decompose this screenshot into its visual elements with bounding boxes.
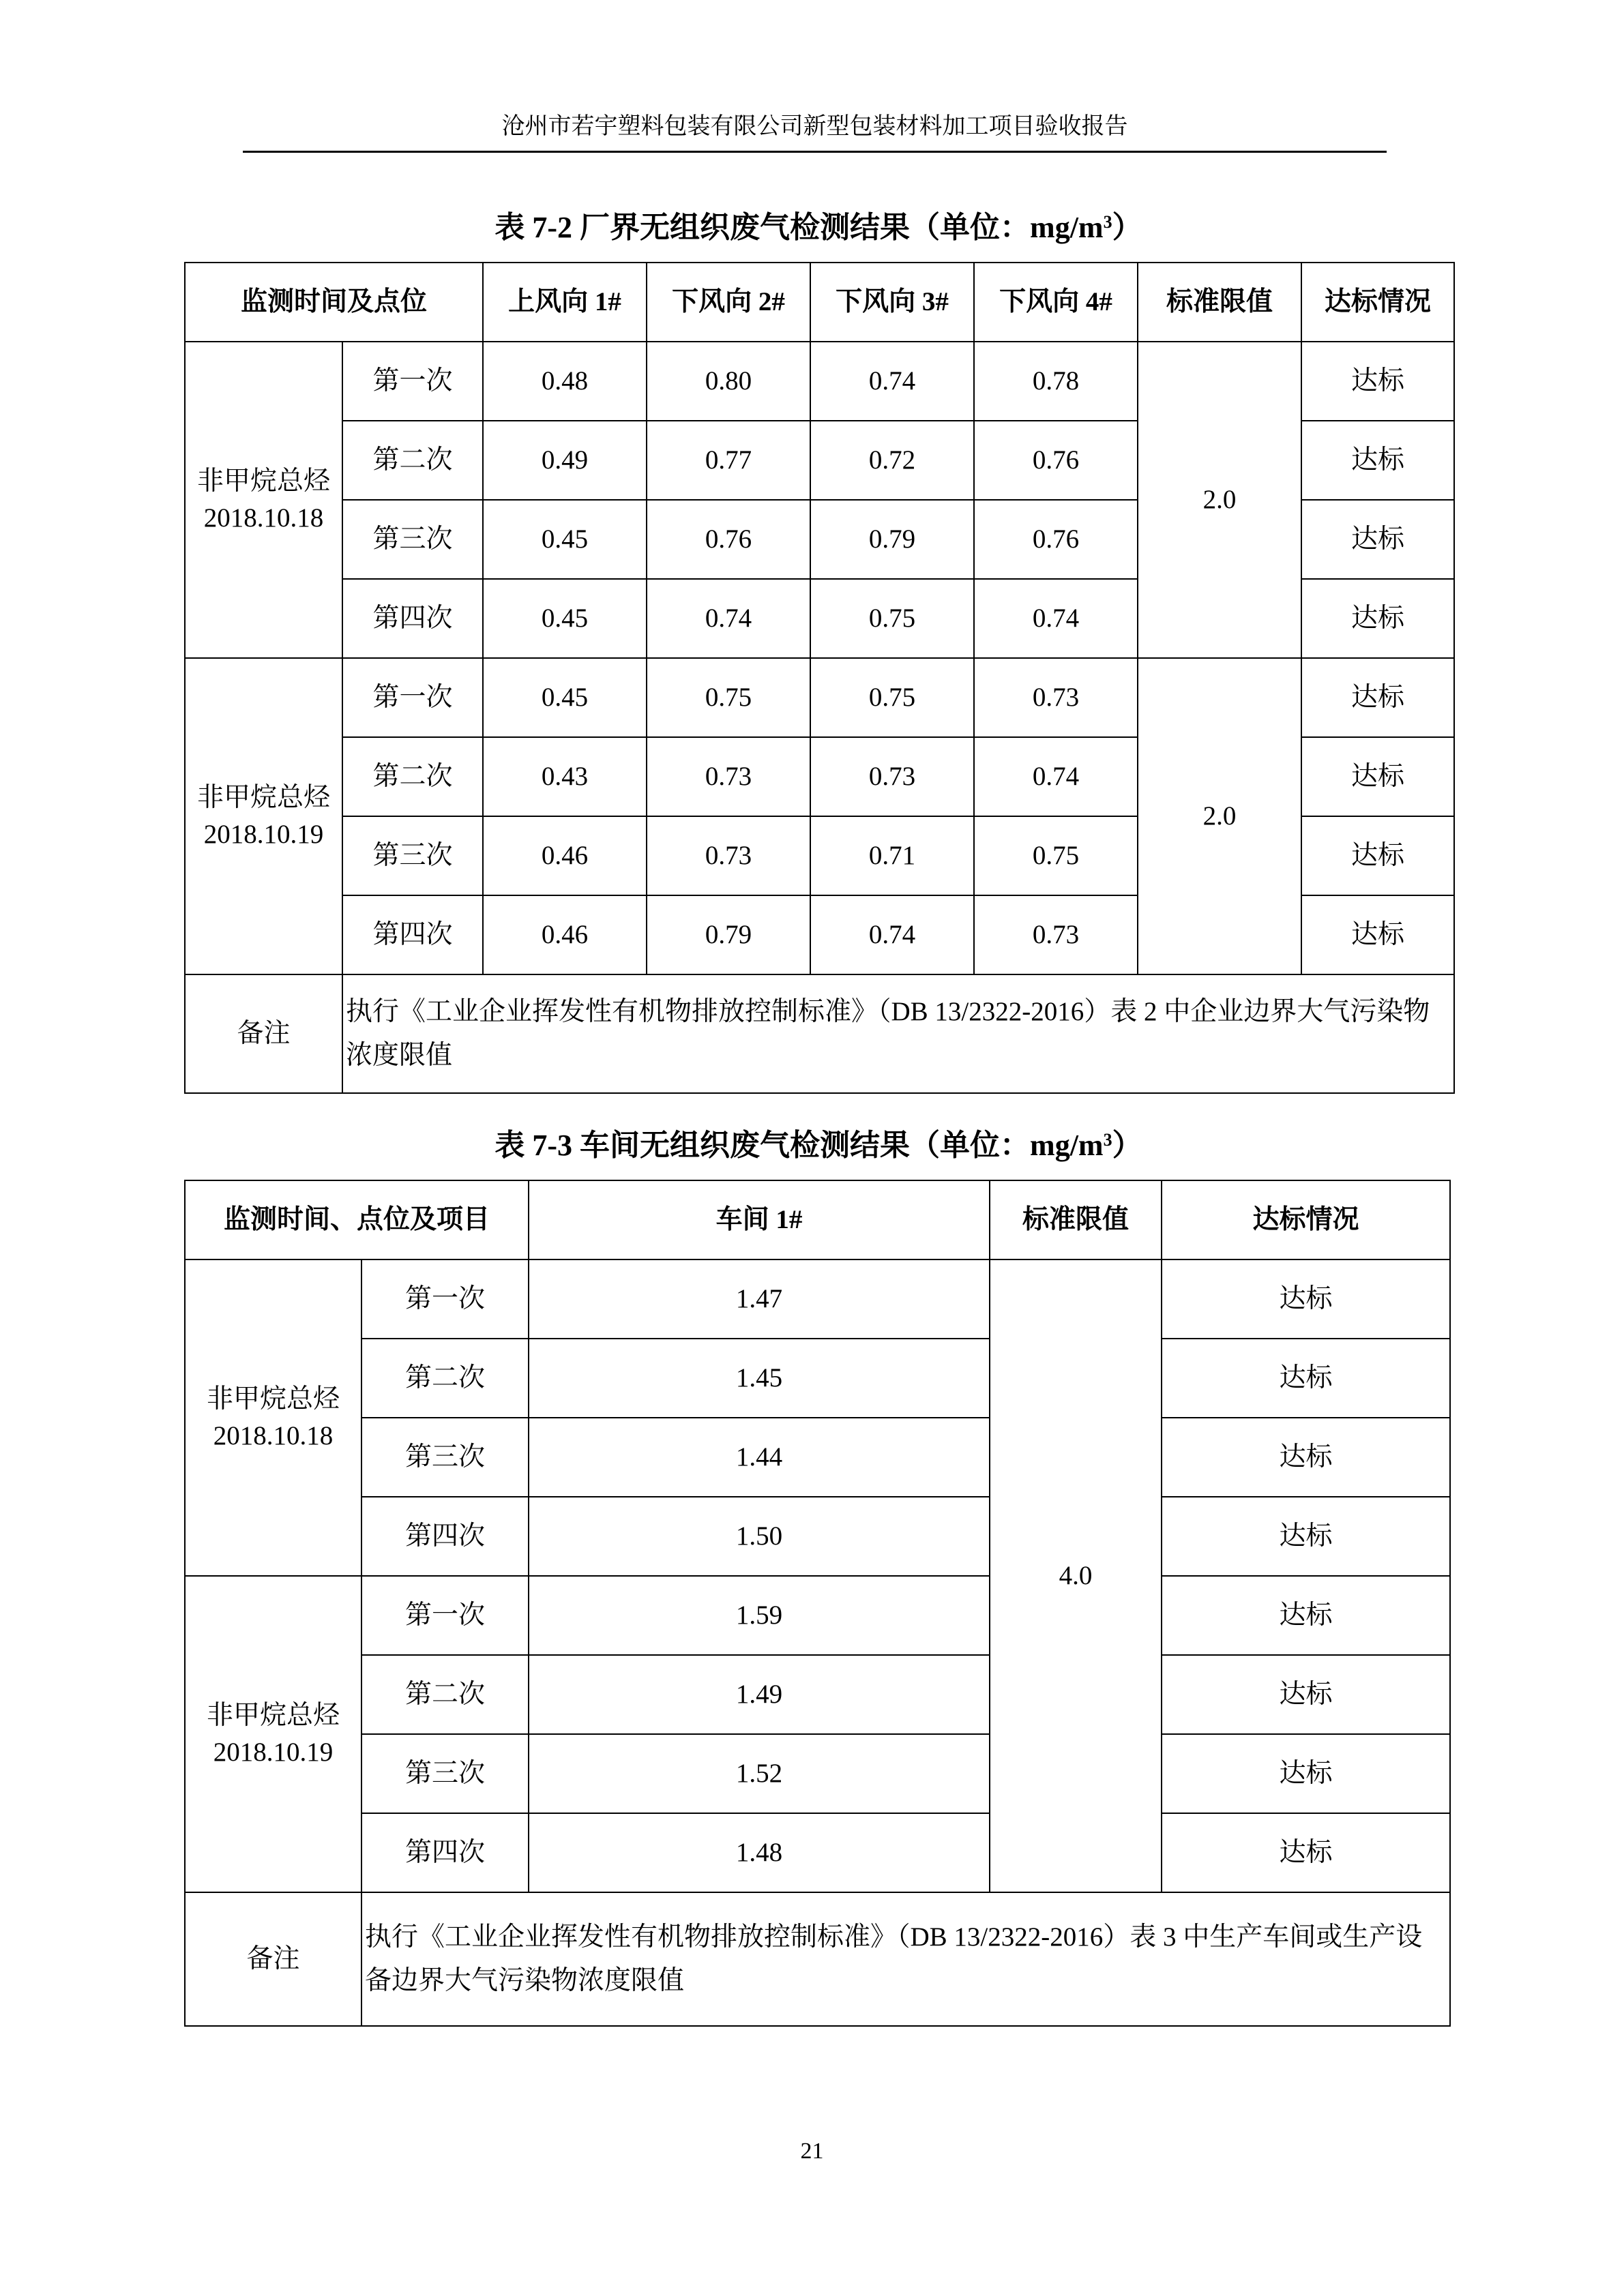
value-cell: 0.77 (647, 421, 810, 500)
time-cell: 第二次 (361, 1339, 529, 1418)
header-cell: 下风向 3# (810, 263, 974, 342)
value-cell: 0.74 (974, 579, 1138, 658)
header-cell: 标准限值 (990, 1180, 1162, 1259)
time-cell: 第二次 (342, 737, 483, 816)
group-label-line2: 2018.10.19 (203, 820, 324, 849)
header-cell: 达标情况 (1301, 263, 1454, 342)
time-cell: 第一次 (342, 658, 483, 737)
table-row (185, 658, 1454, 737)
value-cell: 1.45 (529, 1339, 990, 1418)
value-cell: 1.44 (529, 1418, 990, 1497)
note-text-cell: 执行《工业企业挥发性有机物排放控制标准》（DB 13/2322-2016）表 3 中生产车间或生产设备边界大气污染物浓度限值 (361, 1892, 1450, 2026)
time-cell: 第四次 (361, 1497, 529, 1576)
status-cell: 达标 (1162, 1339, 1450, 1418)
value-cell: 0.79 (647, 895, 810, 974)
status-cell: 达标 (1301, 816, 1454, 895)
value-cell: 0.46 (483, 895, 647, 974)
value-cell: 0.80 (647, 342, 810, 421)
header-cell: 下风向 4# (974, 263, 1138, 342)
limit-cell: 2.0 (1138, 658, 1301, 974)
value-cell: 0.45 (483, 500, 647, 579)
group-label-cell (185, 1259, 361, 1576)
value-cell: 0.45 (483, 658, 647, 737)
group-label-cell (185, 1576, 361, 1892)
table-row (185, 342, 1454, 421)
value-cell: 1.52 (529, 1734, 990, 1813)
value-cell: 1.48 (529, 1813, 990, 1892)
value-cell: 1.49 (529, 1655, 990, 1734)
table-7-2 (184, 262, 1455, 1094)
note-label-cell: 备注 (185, 1892, 361, 2026)
time-cell: 第四次 (342, 579, 483, 658)
limit-cell: 2.0 (1138, 342, 1301, 658)
value-cell: 0.73 (974, 895, 1138, 974)
header-cell: 监测时间及点位 (185, 263, 483, 342)
status-cell: 达标 (1301, 895, 1454, 974)
status-cell: 达标 (1301, 579, 1454, 658)
value-cell: 0.73 (974, 658, 1138, 737)
group-label-line1: 非甲烷总烃 (206, 1384, 340, 1414)
header-cell: 标准限值 (1138, 263, 1301, 342)
status-cell: 达标 (1162, 1576, 1450, 1655)
status-cell: 达标 (1162, 1734, 1450, 1813)
value-cell: 0.49 (483, 421, 647, 500)
value-cell: 1.50 (529, 1497, 990, 1576)
value-cell: 0.72 (810, 421, 974, 500)
value-cell: 0.78 (974, 342, 1138, 421)
note-label-cell: 备注 (185, 974, 342, 1093)
time-cell: 第四次 (361, 1813, 529, 1892)
value-cell: 0.76 (974, 500, 1138, 579)
header-rule (243, 151, 1387, 153)
value-cell: 0.43 (483, 737, 647, 816)
status-cell: 达标 (1162, 1497, 1450, 1576)
status-cell: 达标 (1301, 737, 1454, 816)
table-row (185, 1418, 1450, 1497)
value-cell: 0.74 (974, 737, 1138, 816)
status-cell: 达标 (1301, 342, 1454, 421)
value-cell: 0.75 (810, 579, 974, 658)
table-7-3-caption-end: ） (1112, 1129, 1142, 1162)
value-cell: 1.59 (529, 1576, 990, 1655)
table-7-2-caption-end: ） (1112, 211, 1142, 244)
status-cell: 达标 (1301, 421, 1454, 500)
group-label-line1: 非甲烷总烃 (196, 466, 330, 496)
time-cell: 第四次 (342, 895, 483, 974)
table-7-3-header-row (185, 1180, 1450, 1259)
table-row (185, 1734, 1450, 1813)
value-cell: 0.71 (810, 816, 974, 895)
status-cell: 达标 (1162, 1813, 1450, 1892)
header-cell: 达标情况 (1162, 1180, 1450, 1259)
status-cell: 达标 (1301, 500, 1454, 579)
table-row (185, 1813, 1450, 1892)
value-cell: 0.75 (647, 658, 810, 737)
value-cell: 0.75 (974, 816, 1138, 895)
value-cell: 0.74 (810, 342, 974, 421)
table-7-3-note-row (185, 1892, 1450, 2026)
table-row (185, 1576, 1450, 1655)
table-row (185, 1259, 1450, 1339)
group-label-line2: 2018.10.19 (213, 1738, 334, 1767)
value-cell: 0.45 (483, 579, 647, 658)
time-cell: 第三次 (342, 816, 483, 895)
time-cell: 第一次 (361, 1259, 529, 1339)
value-cell: 0.48 (483, 342, 647, 421)
time-cell: 第一次 (361, 1576, 529, 1655)
group-label-line2: 2018.10.18 (213, 1421, 334, 1450)
time-cell: 第三次 (342, 500, 483, 579)
header-cell: 车间 1# (529, 1180, 990, 1259)
value-cell: 1.47 (529, 1259, 990, 1339)
value-cell: 0.74 (647, 579, 810, 658)
status-cell: 达标 (1301, 658, 1454, 737)
table-7-2-header-row (185, 263, 1454, 342)
header-cell: 监测时间、点位及项目 (185, 1180, 529, 1259)
table-7-3-caption-text: 表 7-3 车间无组织废气检测结果（单位：mg/m (494, 1129, 1104, 1162)
table-7-2-note-row (185, 974, 1454, 1093)
value-cell: 0.73 (810, 737, 974, 816)
value-cell: 0.75 (810, 658, 974, 737)
table-7-3 (184, 1180, 1451, 2027)
status-cell: 达标 (1162, 1259, 1450, 1339)
value-cell: 0.73 (647, 816, 810, 895)
table-7-3-caption-sup: 3 (1103, 1130, 1112, 1150)
header-cell: 上风向 1# (483, 263, 647, 342)
value-cell: 0.73 (647, 737, 810, 816)
group-label-cell (185, 658, 342, 974)
time-cell: 第二次 (361, 1655, 529, 1734)
table-row (185, 1497, 1450, 1576)
table-row (185, 1655, 1450, 1734)
header-cell: 下风向 2# (647, 263, 810, 342)
table-7-2-caption-text: 表 7-2 厂界无组织废气检测结果（单位：mg/m (494, 211, 1104, 244)
value-cell: 0.46 (483, 816, 647, 895)
time-cell: 第三次 (361, 1734, 529, 1813)
report-header: 沧州市若宇塑料包装有限公司新型包装材料加工项目验收报告 (501, 114, 1128, 139)
group-label-cell (185, 342, 342, 658)
value-cell: 0.79 (810, 500, 974, 579)
table-7-2-caption-sup: 3 (1103, 212, 1112, 232)
page-number: 21 (800, 2138, 824, 2164)
group-label-line2: 2018.10.18 (203, 503, 324, 533)
status-cell: 达标 (1162, 1655, 1450, 1734)
time-cell: 第二次 (342, 421, 483, 500)
table-7-2-caption (184, 209, 1453, 247)
value-cell: 0.76 (974, 421, 1138, 500)
value-cell: 0.74 (810, 895, 974, 974)
table-7-3-caption (184, 1127, 1453, 1165)
time-cell: 第一次 (342, 342, 483, 421)
status-cell: 达标 (1162, 1418, 1450, 1497)
time-cell: 第三次 (361, 1418, 529, 1497)
table-row (185, 1339, 1450, 1418)
group-label-line1: 非甲烷总烃 (206, 1701, 340, 1730)
limit-cell: 4.0 (990, 1259, 1162, 1892)
value-cell: 0.76 (647, 500, 810, 579)
note-text-cell: 执行《工业企业挥发性有机物排放控制标准》（DB 13/2322-2016）表 2 中企业边界大气污染物浓度限值 (342, 974, 1454, 1093)
group-label-line1: 非甲烷总烃 (196, 783, 330, 812)
